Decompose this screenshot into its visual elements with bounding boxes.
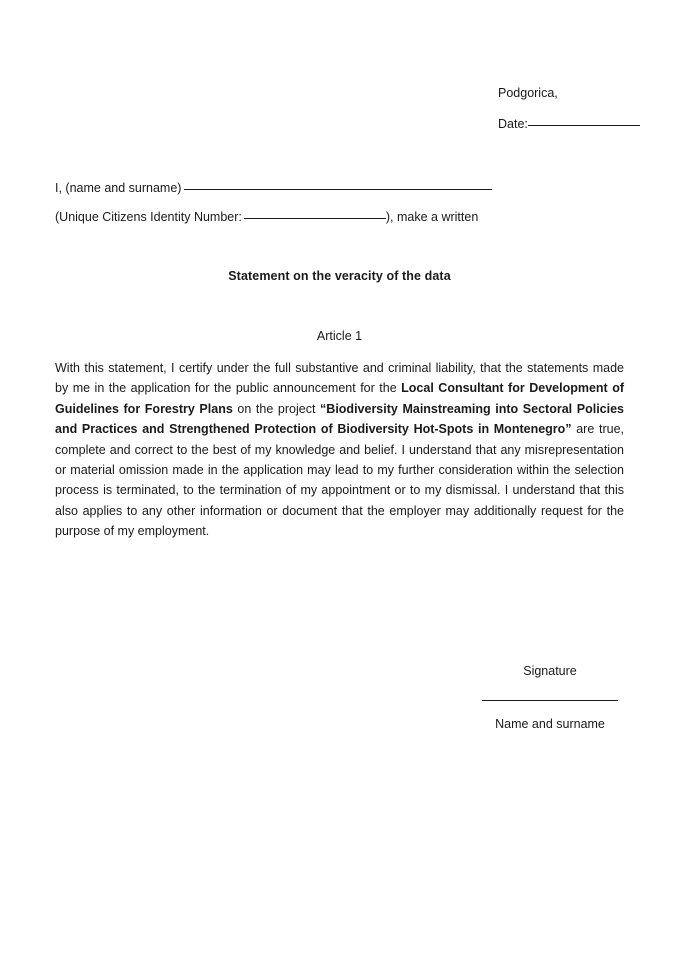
signature-label: Signature xyxy=(523,664,577,678)
statement-paragraph xyxy=(55,358,624,542)
signature-name-label: Name and surname xyxy=(495,717,605,731)
identity-ucin-label: (Unique Citizens Identity Number: xyxy=(55,210,242,224)
signature-block xyxy=(470,663,630,732)
date-fill-line xyxy=(528,125,640,126)
ucin-fill-line xyxy=(244,218,386,219)
paragraph-segment-3: are true, complete and correct to the best of my knowledge and belief. I understand that any misrepresentation or material omission made in the application may lead to my further consideration within the selection process is terminated, to the termination of my appointment or to my dismissal. I understand that this also applies to any other information or document that the employer may additionally request for the purpose of my employment. xyxy=(55,422,625,539)
document-header xyxy=(498,86,668,132)
paragraph-segment-2: on the project xyxy=(232,401,321,416)
header-date-line xyxy=(498,117,668,132)
paragraph-position-title: Local Consultant for Development of Guidelines for Forestry Plans xyxy=(55,381,624,416)
name-fill-line xyxy=(184,189,492,190)
identity-ucin-line xyxy=(55,209,635,225)
identity-ucin-suffix: ), make a written xyxy=(385,210,479,224)
identity-name-label: I, (name and surname) xyxy=(55,181,182,195)
identity-name-line xyxy=(55,180,635,196)
document-title: Statement on the veracity of the data xyxy=(228,269,451,283)
header-date-label: Date: xyxy=(498,117,528,131)
header-city: Podgorica, xyxy=(498,86,558,100)
article-heading: Article 1 xyxy=(316,329,363,343)
paragraph-segment-1: With this statement, I certify under the full substantive and criminal liability, that the statements made by me in the application for the public announcement for the xyxy=(55,361,624,396)
signature-line xyxy=(482,700,618,701)
paragraph-project-title: “Biodiversity Mainstreaming into Sectoral Policies and Practices and Strengthened Protection of Biodiversity Hot-Spots in Montenegro” xyxy=(55,401,624,437)
